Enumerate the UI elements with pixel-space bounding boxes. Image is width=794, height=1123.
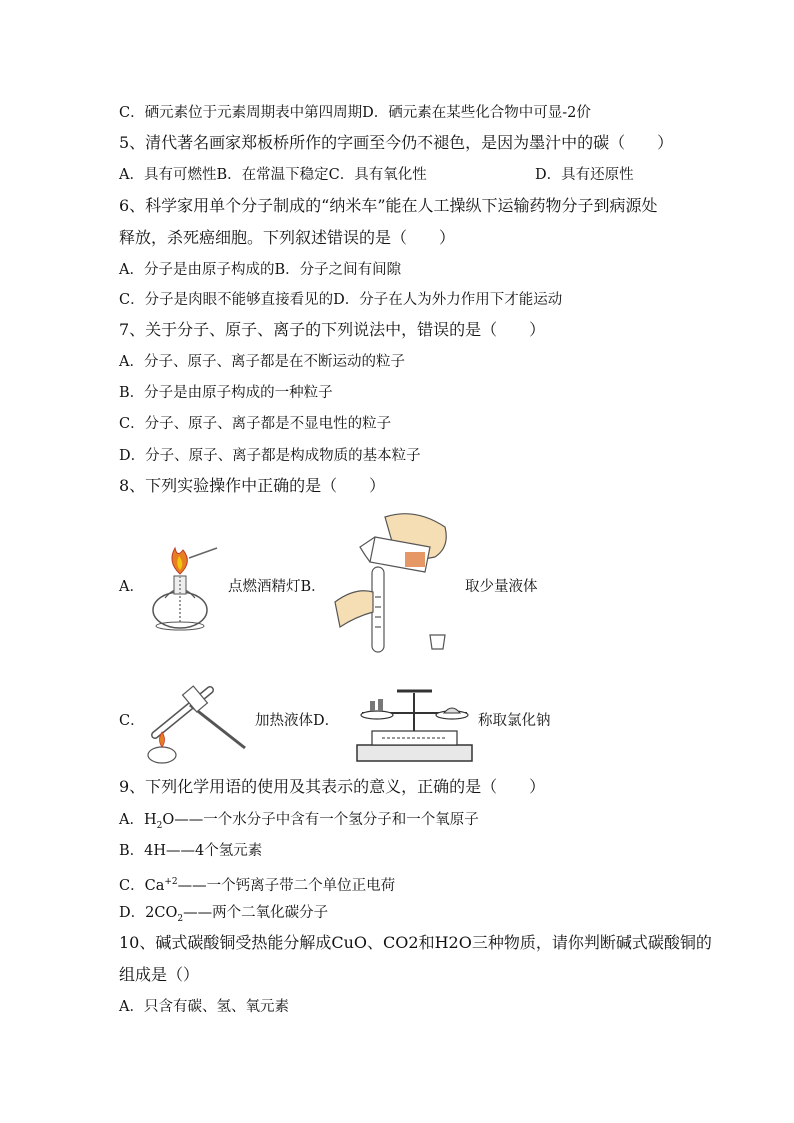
q9-option-a [119,810,479,836]
q9-c-sup: +2 [164,877,178,887]
balance-scale-figure [352,683,477,765]
q9-option-c [119,872,395,896]
q9-d-pre: D．2CO [119,905,178,921]
question-6-stem-line2: 释放，杀死癌细胞。下列叙述错误的是（ ） [119,228,456,247]
q9-a-sub: 2 [156,820,163,831]
q8-option-c-label: C． [119,713,145,729]
question-8-stem: 8、下列实验操作中正确的是（ ） [119,476,386,495]
q9-d-post: ——两个二氧化碳分子 [183,905,329,921]
q6-options-ab: A．分子是由原子构成的B．分子之间有间隙 [119,262,402,278]
q7-option-d: D．分子、原子、离子都是构成物质的基本粒子 [119,448,421,464]
question-10-stem-line2: 组成是（） [119,965,200,984]
question-5-stem: 5、清代著名画家郑板桥所作的字画至今仍不褪色，是因为墨汁中的碳（ ） [119,133,674,152]
alcohol-lamp-lighting-figure [145,540,225,635]
heating-liquid-figure [140,680,250,765]
q6-options-cd: C．分子是肉眼不能够直接看见的D．分子在人为外力作用下才能运动 [119,292,563,308]
q9-c-pre: C．Ca [119,877,165,894]
question-7-stem: 7、关于分子、原子、离子的下列说法中，错误的是（ ） [119,320,546,339]
question-10-stem-line1: 10、碱式碳酸铜受热能分解成CuO、CO2和H2O三种物质，请你判断碱式碳酸铜的 [119,933,712,952]
q8-option-c-text: 加热液体D． [255,713,340,729]
question-6-stem-line1: 6、科学家用单个分子制成的“纳米车”能在人工操纵下运输药物分子到病源处 [119,196,658,215]
q5-option-d: D．具有还原性 [535,167,634,183]
q9-d-sub: 2 [177,913,184,924]
q8-option-a-label: A． [119,579,144,595]
question-9-stem: 9、下列化学用语的使用及其表示的意义，正确的是（ ） [119,777,546,796]
q8-option-a-text: 点燃酒精灯B． [228,579,326,595]
q9-c-post: ——一个钙离子带二个单位正电荷 [177,877,396,894]
q7-option-c: C．分子、原子、离子都是不显电性的粒子 [119,416,392,432]
q4-option-cd: C．硒元素位于元素周期表中第四周期D．硒元素在某些化合物中可显-2价 [119,105,591,121]
q7-option-a: A．分子、原子、离子都是在不断运动的粒子 [119,354,405,370]
q8-option-b-text: 取少量液体 [465,579,538,595]
q9-a-post: O——一个水分子中含有一个氢分子和一个氧原子 [162,812,479,828]
q9-a-pre: A．H [119,812,157,828]
q9-option-d [119,903,328,929]
q8-option-d-text: 称取氯化钠 [478,713,551,729]
q9-option-b: B．4H——4个氢元素 [119,843,263,859]
pouring-liquid-figure [325,507,460,657]
q7-option-b: B．分子是由原子构成的一种粒子 [119,385,333,401]
q10-option-a: A．只含有碳、氢、氧元素 [119,999,289,1015]
q5-options-abc: A．具有可燃性B．在常温下稳定C．具有氧化性 [119,167,427,183]
